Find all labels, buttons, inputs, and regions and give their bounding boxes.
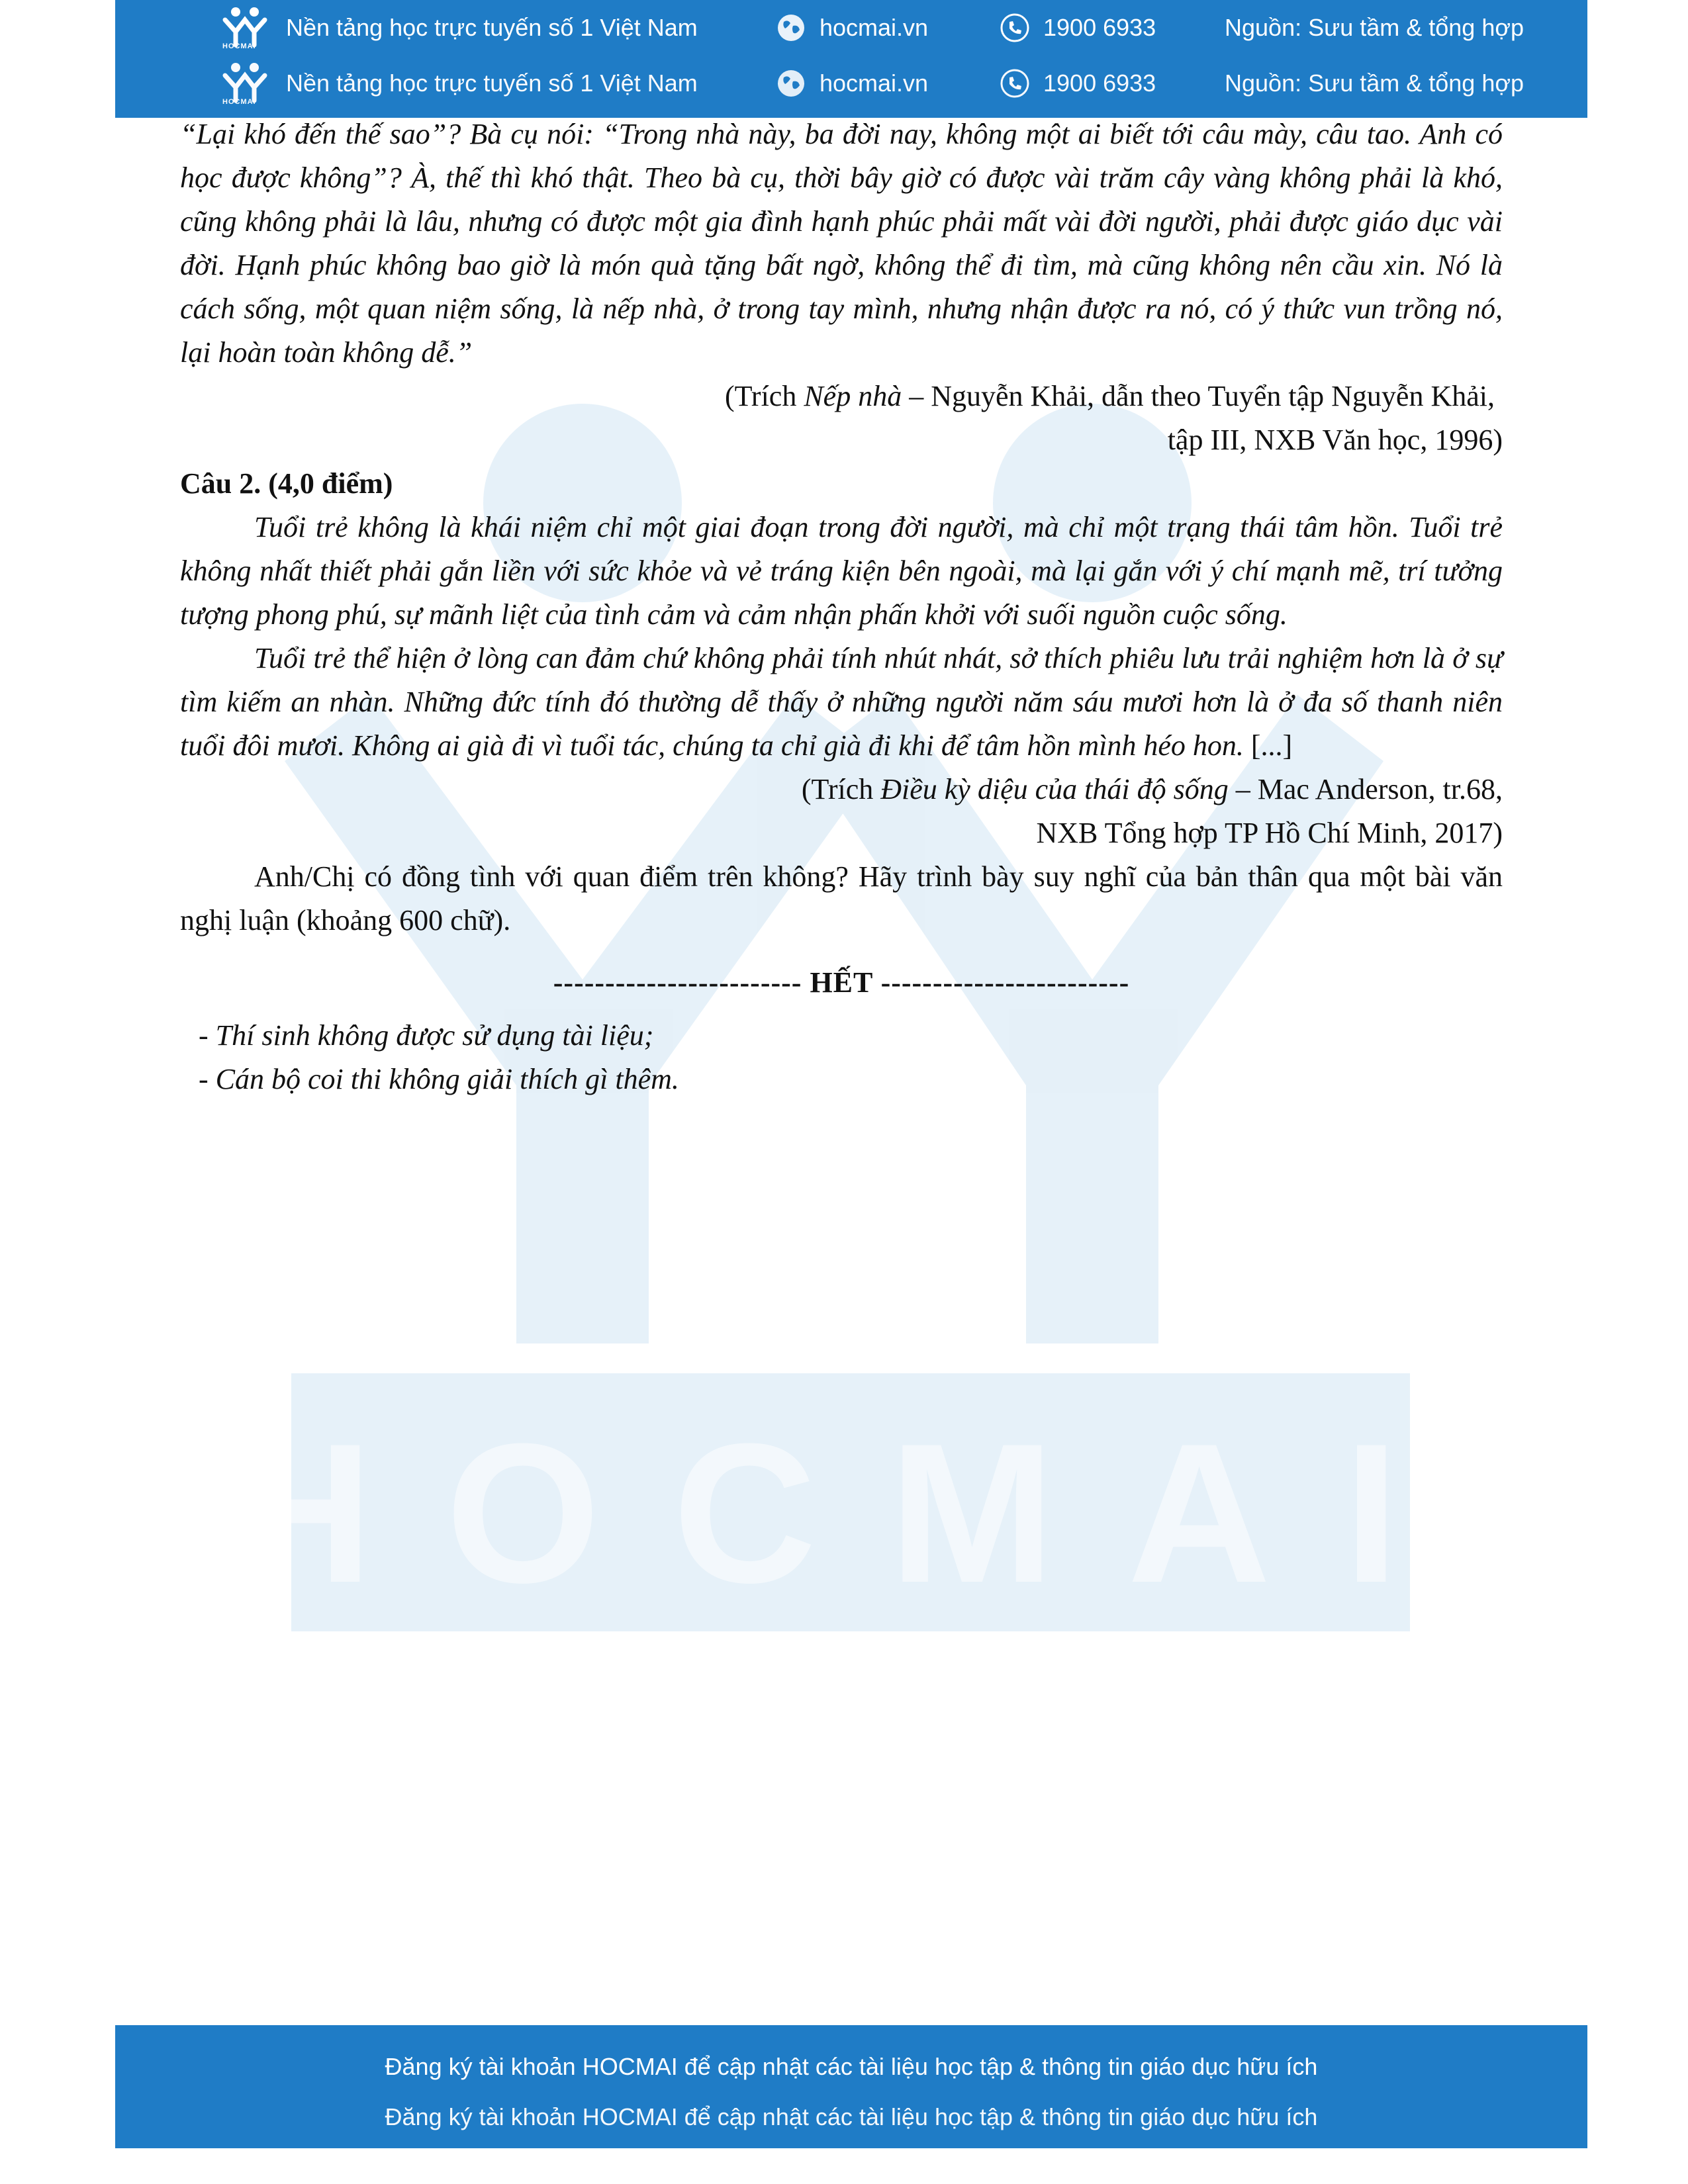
globe-icon [776, 68, 806, 99]
footer-text: Đăng ký tài khoản HOCMAI để cập nhật các tài liệu học tập & thông tin giáo dục hữu ích [385, 2053, 1318, 2080]
question-2-paragraph-2: Tuổi trẻ thể hiện ở lòng can đảm chứ không phải tính nhút nhát, sở thích phiêu lưu trải nghiệm hơn là ở sự tìm kiếm an nhàn. Những đức tính đó thường dễ thấy ở những người năm sáu mươi hơn là ở đa số thanh niên tuổi đôi mươi. Không ai già đi vì tuổi tác, chúng ta chỉ già đi khi để tâm hồn mình héo hon. [...] [180, 642, 1503, 762]
tagline: Nền tảng học trực tuyến số 1 Việt Nam [286, 14, 698, 41]
citation-1-line2: tập III, NXB Văn học, 1996) [1167, 424, 1503, 456]
header-row [115, 56, 1587, 111]
note-item: - Thí sinh không được sử dụng tài liệu; [199, 1019, 654, 1052]
exam-content [180, 113, 1503, 1101]
tagline: Nền tảng học trực tuyến số 1 Việt Nam [286, 69, 698, 97]
header-row [115, 0, 1587, 56]
note-item: - Cán bộ coi thi không giải thích gì thêm. [199, 1063, 679, 1095]
phone-text: 1900 6933 [1043, 14, 1156, 41]
logo-text: HOCMAI [222, 42, 256, 50]
citation-2-line2: NXB Tổng hợp TP Hồ Chí Minh, 2017) [1036, 817, 1503, 849]
phone-icon [1000, 68, 1030, 99]
question-2-paragraph-1: Tuổi trẻ không là khái niệm chỉ một giai đoạn trong đời người, mà chỉ một trạng thái tâm hồn. Tuổi trẻ không nhất thiết phải gắn liền với sức khỏe và vẻ tráng kiện bên ngoài, mà lại gắn với ý chí mạnh mẽ, trí tưởng tượng phong phú, sự mãnh liệt của tình cảm và cảm nhận phấn khởi với suối nguồn cuộc sống. [180, 511, 1503, 631]
passage-1: “Lại khó đến thế sao”? Bà cụ nói: “Trong nhà này, ba đời nay, không một ai biết tới câu mày, câu tao. Anh có học được không”? À, thế thì khó thật. Theo bà cụ, thời bây giờ có được vài trăm cây vàng không phải là khó, cũng không phải là lâu, nhưng có được một gia đình hạnh phúc phải mất vài đời người, phải được giáo dục vài đời. Hạnh phúc không bao giờ là món quà tặng bất ngờ, không thể đi tìm, mà cũng không nên cầu xin. Nó là cách sống, một quan niệm sống, là nếp nhà, ở trong tay mình, nhưng nhận được ra nó, có ý thức vun trồng nó, lại hoàn toàn không dễ.” [180, 118, 1503, 369]
header-bar [115, 0, 1587, 118]
end-marker: ------------------------ HẾT ------------------------ [553, 966, 1130, 999]
source-text: Nguồn: Sưu tầm & tổng hợp [1225, 69, 1524, 97]
website-link[interactable] [776, 0, 928, 56]
globe-icon [776, 13, 806, 43]
citation-2: (Trích Điều kỳ diệu của thái độ sống – Mac Anderson, tr.68, [801, 773, 1503, 805]
phone-icon [1000, 13, 1030, 43]
logo-text: HOCMAI [222, 98, 256, 106]
phone-link[interactable] [1000, 0, 1156, 56]
question-2-prompt: Anh/Chị có đồng tình với quan điểm trên không? Hãy trình bày suy nghĩ của bản thân qua một bài văn nghị luận (khoảng 600 chữ). [180, 860, 1503, 936]
watermark-text: HOCMAI [229, 1402, 1472, 1624]
website-text: hocmai.vn [820, 14, 929, 41]
source-text: Nguồn: Sưu tầm & tổng hợp [1225, 14, 1524, 41]
citation-1: (Trích Nếp nhà – Nguyễn Khải, dẫn theo Tuyển tập Nguyễn Khải, [724, 380, 1495, 412]
phone-text: 1900 6933 [1043, 69, 1156, 97]
footer-bar[interactable] [115, 2025, 1587, 2148]
question-2-heading: Câu 2. (4,0 điểm) [180, 467, 393, 500]
website-text: hocmai.vn [820, 69, 929, 97]
footer-text: Đăng ký tài khoản HOCMAI để cập nhật các tài liệu học tập & thông tin giáo dục hữu ích [385, 2103, 1318, 2130]
website-link[interactable] [776, 56, 928, 111]
phone-link[interactable] [1000, 56, 1156, 111]
